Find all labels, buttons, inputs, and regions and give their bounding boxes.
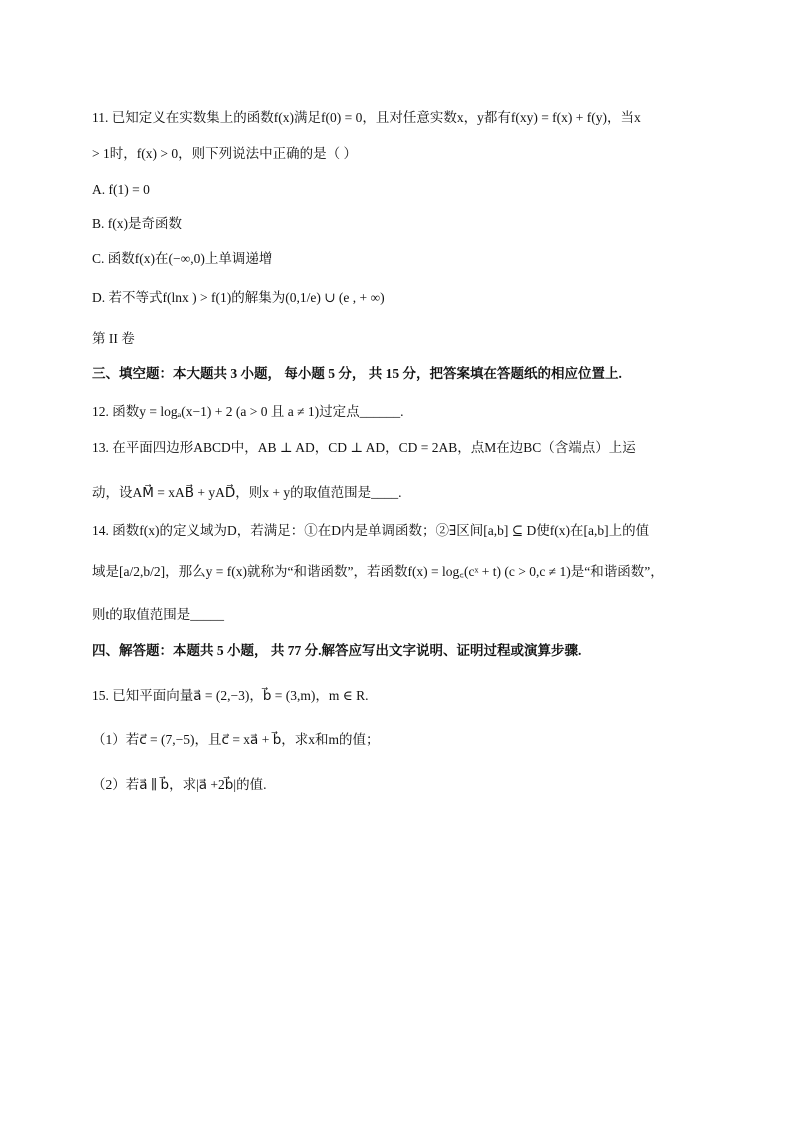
q14-line2: 域是[a/2,b/2]，那么y = f(x)就称为“和谐函数”，若函数f(x) = log꜀(cˣ + t) (c > 0,c ≠ 1)是“和谐函数”， xyxy=(92,564,664,579)
q11-stem-line1: 11. 已知定义在实数集上的函数f(x)满足f(0) = 0，且对任意实数x，y都有f(xy) = f(x) + f(y)，当x xyxy=(92,110,641,125)
q15-part2: （2）若a⃗ ∥ b⃗，求|a⃗ +2b⃗|的值. xyxy=(92,777,267,792)
q12-text: 12. 函数y = logₐ(x−1) + 2 (a > 0 且 a ≠ 1)过定点______. xyxy=(92,404,404,419)
q15-stem: 15. 已知平面向量a⃗ = (2,−3)，b⃗ = (3,m)，m ∈ R. xyxy=(92,688,369,703)
section4-title: 四、解答题：本题共 5 小题， 共 77 分.解答应写出文字说明、证明过程或演算步骤. xyxy=(92,643,582,658)
q11-option-b: B. f(x)是奇函数 xyxy=(92,216,182,231)
part2-title: 第 II 卷 xyxy=(92,331,135,346)
q11-option-c: C. 函数f(x)在(−∞,0)上单调递增 xyxy=(92,251,273,266)
q11-stem-line2: > 1时，f(x) > 0，则下列说法中正确的是（ ） xyxy=(92,146,357,161)
q14-line1: 14. 函数f(x)的定义域为D，若满足：①在D内是单调函数；②∃区间[a,b] ⊆ D使f(x)在[a,b]上的值 xyxy=(92,523,650,538)
q14-line3: 则t的取值范围是_____ xyxy=(92,607,225,622)
section3-title: 三、填空题：本大题共 3 小题， 每小题 5 分， 共 15 分，把答案填在答题纸的相应位置上. xyxy=(92,366,622,381)
q11-option-a: A. f(1) = 0 xyxy=(92,182,150,197)
q15-part1: （1）若c⃗ = (7,−5)，且c⃗ = xa⃗ + b⃗，求x和m的值； xyxy=(92,732,380,747)
q11-option-d: D. 若不等式f(lnx ) > f(1)的解集为(0,1/e) ∪ (e , + ∞) xyxy=(92,290,385,305)
q13-line1: 13. 在平面四边形ABCD中，AB ⊥ AD，CD ⊥ AD，CD = 2AB，点M在边BC（含端点）上运 xyxy=(92,440,636,455)
q13-line2: 动，设AM⃗ = xAB⃗ + yAD⃗，则x + y的取值范围是____. xyxy=(92,485,402,500)
